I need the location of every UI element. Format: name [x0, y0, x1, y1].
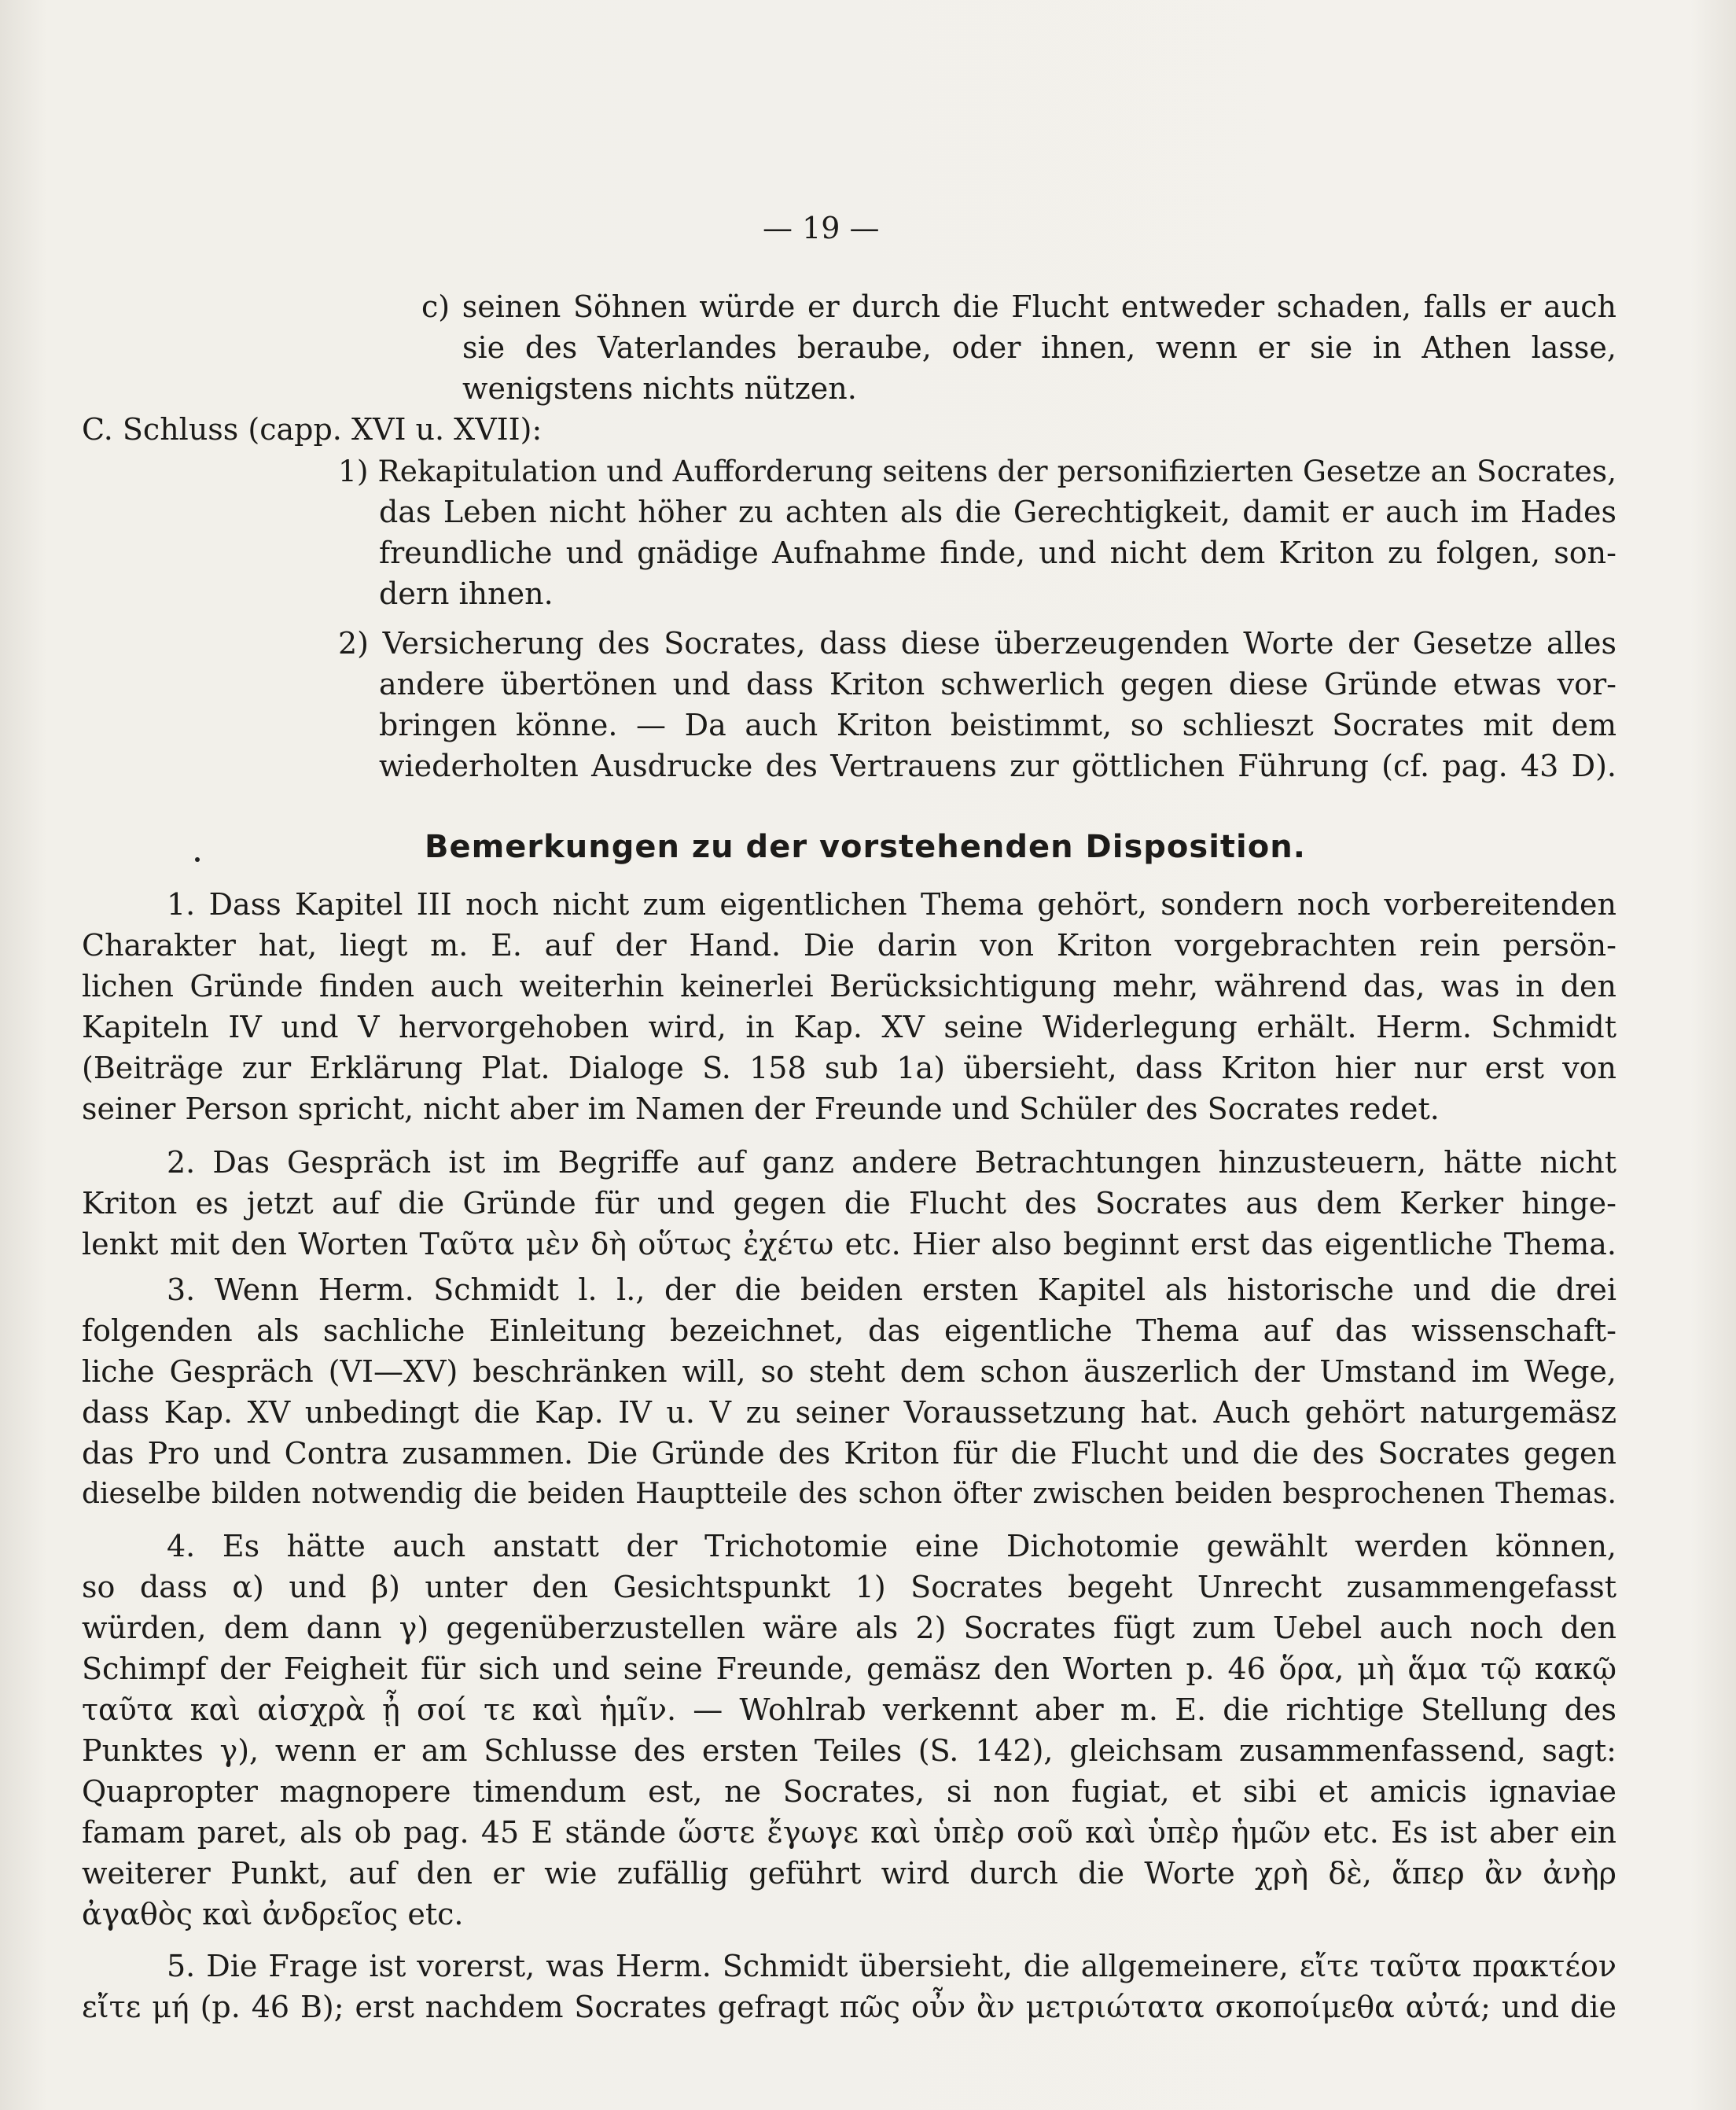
- remark-line: lenkt mit den Worten Ταῦτα μὲν δὴ οὕτως ἐχέτω etc. Hier also beginnt erst das eigentliche Thema.: [82, 1227, 1616, 1261]
- remark-line: Kapiteln IV und V hervorgehoben wird, in Kap. XV seine Widerlegung erhält. Herm. Schmidt: [82, 1010, 1616, 1044]
- remark-line: (Beiträge zur Erklärung Plat. Dialoge S. 158 sub 1a) übersieht, dass Kriton hier nur erst von: [82, 1051, 1616, 1085]
- remark-line: 2. Das Gespräch ist im Begriffe auf ganz andere Betrachtungen hinzusteuern, hätte nicht: [167, 1145, 1616, 1180]
- item2-line: 2) Versicherung des Socrates, dass diese überzeugenden Worte der Gesetze alles: [338, 626, 1616, 661]
- remark-line: Punktes γ), wenn er am Schlusse des ersten Teiles (S. 142), gleichsam zusammenfassend, sagt:: [82, 1733, 1616, 1768]
- section-heading-schluss: C. Schluss (capp. XVI u. XVII):: [82, 412, 542, 447]
- remark-line: Charakter hat, liegt m. E. auf der Hand. Die darin von Kriton vorgebrachten rein persön-: [82, 928, 1616, 963]
- remark-line: famam paret, als ob pag. 45 E stände ὥστε ἔγωγε καὶ ὑπὲρ σοῦ καὶ ὑπὲρ ἡμῶν etc. Es ist aber ein: [82, 1815, 1616, 1850]
- remark-line: 3. Wenn Herm. Schmidt l. l., der die beiden ersten Kapitel als historische und die drei: [167, 1272, 1616, 1307]
- remark-line: weiterer Punkt, auf den er wie zufällig geführt wird durch die Worte χρὴ δὲ, ἅπερ ἂν ἀνὴρ: [82, 1856, 1616, 1891]
- item1-line: 1) Rekapitulation und Aufforderung seitens der personifizierten Gesetze an Socrates,: [338, 454, 1616, 488]
- item2-line: bringen könne. — Da auch Kriton beistimmt, so schlieszt Socrates mit dem: [379, 708, 1616, 742]
- remark-line: ταῦτα καὶ αἰσχρὰ ᾖ σοί τε καὶ ἡμῖν. — Wohlrab verkennt aber m. E. die richtige Stellung des: [82, 1692, 1616, 1727]
- item1-line: das Leben nicht höher zu achten als die Gerechtigkeit, damit er auch im Hades: [379, 495, 1616, 529]
- page-number: — 19 —: [763, 211, 880, 245]
- remarks-heading: Bemerkungen zu der vorstehenden Disposition.: [425, 829, 1306, 865]
- remark-line: 4. Es hätte auch anstatt der Trichotomie eine Dichotomie gewählt werden können,: [167, 1529, 1616, 1563]
- c-item-line: c) seinen Söhnen würde er durch die Flucht entweder schaden, falls er auch: [421, 289, 1616, 324]
- remark-line: εἴτε μή (p. 46 B); erst nachdem Socrates gefragt πῶς οὖν ἂν μετριώτατα σκοποίμεθα αὐτά; und die: [82, 1990, 1616, 2024]
- remark-line: Kriton es jetzt auf die Gründe für und gegen die Flucht des Socrates aus dem Kerker hinge-: [82, 1186, 1616, 1221]
- remark-line: ἀγαθὸς καὶ ἀνδρεῖος etc.: [82, 1897, 464, 1931]
- item1-line: freundliche und gnädige Aufnahme finde, und nicht dem Kriton zu folgen, son-: [379, 536, 1616, 570]
- remark-line: seiner Person spricht, nicht aber im Namen der Freunde und Schüler des Socrates redet.: [82, 1092, 1440, 1126]
- remark-line: das Pro und Contra zusammen. Die Gründe des Kriton für die Flucht und die des Socrates gegen: [82, 1436, 1616, 1471]
- remark-line: so dass α) und β) unter den Gesichtspunkt 1) Socrates begeht Unrecht zusammengefasst: [82, 1570, 1616, 1604]
- remark-line: 1. Dass Kapitel III noch nicht zum eigentlichen Thema gehört, sondern noch vorbereitenden: [167, 887, 1616, 922]
- remark-line: folgenden als sachliche Einleitung bezeichnet, das eigentliche Thema auf das wissenschaft-: [82, 1313, 1616, 1348]
- remark-line: 5. Die Frage ist vorerst, was Herm. Schmidt übersieht, die allgemeinere, εἴτε ταῦτα πρακτέον: [167, 1949, 1616, 1983]
- remark-line: dieselbe bilden notwendig die beiden Hauptteile des schon öfter zwischen beiden besprochenen Themas.: [82, 1478, 1616, 1510]
- item1-line: dern ihnen.: [379, 576, 554, 611]
- remark-line: liche Gespräch (VI—XV) beschränken will, so steht dem schon äuszerlich der Umstand im Wege,: [82, 1354, 1616, 1389]
- remark-line: würden, dem dann γ) gegenüberzustellen wäre als 2) Socrates fügt zum Uebel auch noch den: [82, 1611, 1616, 1645]
- item2-line: andere übertönen und dass Kriton schwerlich gegen diese Gründe etwas vor-: [379, 667, 1616, 701]
- stray-mark: [195, 857, 200, 862]
- c-item-line: wenigstens nichts nützen.: [462, 371, 857, 406]
- remark-line: Schimpf der Feigheit für sich und seine Freunde, gemäsz den Worten p. 46 ὅρα, μὴ ἅμα τῷ κακῷ: [82, 1652, 1616, 1686]
- c-item-line: sie des Vaterlandes beraube, oder ihnen, wenn er sie in Athen lasse,: [462, 330, 1616, 365]
- remark-line: lichen Gründe finden auch weiterhin keinerlei Berücksichtigung mehr, während das, was in den: [82, 969, 1616, 1003]
- remark-line: dass Kap. XV unbedingt die Kap. IV u. V zu seiner Voraussetzung hat. Auch gehört naturgemäsz: [82, 1395, 1616, 1430]
- item2-line: wiederholten Ausdrucke des Vertrauens zur göttlichen Führung (cf. pag. 43 D).: [379, 749, 1616, 783]
- remark-line: Quapropter magnopere timendum est, ne Socrates, si non fugiat, et sibi et amicis ignaviae: [82, 1774, 1616, 1809]
